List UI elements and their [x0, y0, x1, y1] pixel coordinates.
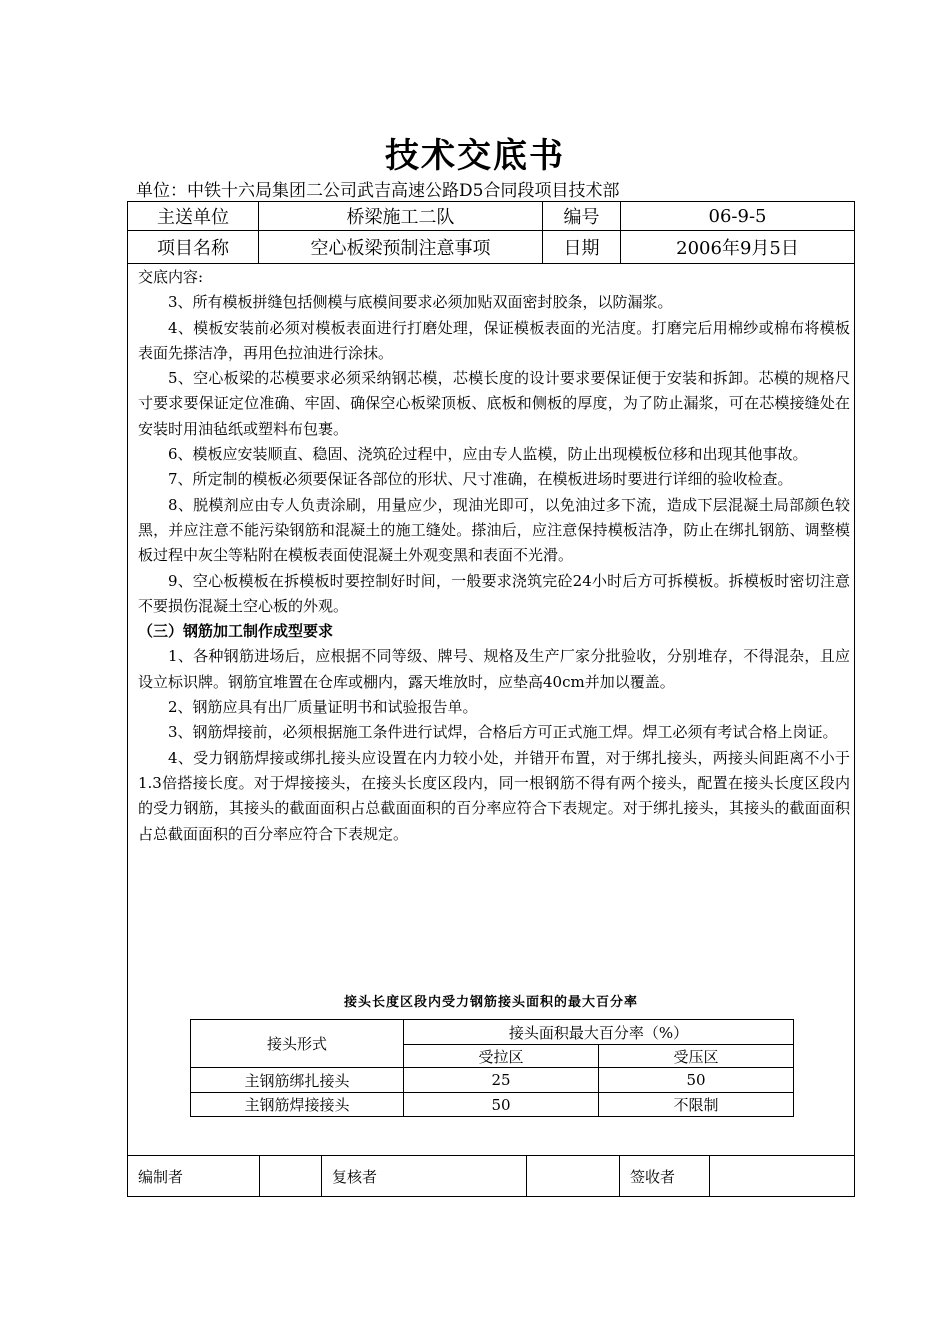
number-value: 06-9-5: [708, 205, 767, 227]
project-name-value: 空心板梁预制注意事项: [259, 231, 543, 263]
paragraph: 9、空心板模板在拆模板时要控制好时间，一般要求浇筑完砼24小时后方可拆模板。拆模板时密切注意不要损伤混凝土空心板的外观。: [138, 571, 850, 615]
paragraph: 2、钢筋应具有出厂质量证明书和试验报告单。: [168, 698, 478, 717]
recipient-label: 主送单位: [128, 202, 259, 230]
paragraph: 1、各种钢筋进场后，应根据不同等级、牌号、规格及生产厂家分批验收，分别堆存，不得混杂，且应设立标识牌。钢筋宜堆置在仓库或棚内，露天堆放时，应垫高40cm并加以覆盖。: [138, 647, 850, 691]
paragraph: 7、所定制的模板必须要保证各部位的形状、尺寸准确，在模板进场时要进行详细的验收检查。: [168, 470, 793, 489]
unit-line: 单位：中铁十六局集团二公司武吉高速公路D5合同段项目技术部: [136, 181, 620, 201]
table-caption: 接头长度区段内受力钢筋接头面积的最大百分率: [343, 995, 638, 1010]
sub-head-compression: 受压区: [599, 1045, 793, 1068]
paragraph: 4、模板安装前必须对模板表面进行打磨处理，保证模板表面的光洁度。打磨完后用棉纱或棉布将模板表面先搽洁净，再用色拉油进行涂抹。: [138, 318, 850, 362]
receiver-signature: [710, 1156, 854, 1197]
compiler-label: 编制者: [128, 1156, 260, 1197]
table-cell-tension: 50: [404, 1093, 599, 1116]
signature-row: [128, 1155, 854, 1197]
table-cell-tension: 25: [404, 1068, 599, 1093]
date-value: 2006年9月5日: [676, 238, 799, 259]
disclosure-content: [138, 265, 850, 847]
disclosure-form: [127, 201, 855, 1197]
paragraph: 8、脱模剂应由专人负责涂刷，用量应少，现油光即可，以免油过多下流，造成下层混凝土局部颜色较黑，并应注意不能污染钢筋和混凝土的施工缝处。搽油后，应注意保持模板洁净，防止在绑扎钢筋、调整模板过程中灰尘等粘附在模板表面使混凝土外观变黑和表面不光滑。: [138, 495, 850, 565]
paragraph: 6、模板应安装顺直、稳固、浇筑砼过程中，应由专人监模，防止出现模板位移和出现其他事故。: [168, 445, 808, 464]
section-heading: （三）钢筋加工制作成型要求: [138, 622, 334, 641]
header-row-1: [128, 202, 854, 231]
date-label: 日期: [543, 231, 621, 263]
table-cell-type: 主钢筋焊接接头: [191, 1093, 404, 1116]
reviewer-label: 复核者: [322, 1156, 527, 1197]
paragraph: 5、空心板梁的芯模要求必须采纳钢芯模，芯模长度的设计要求要保证便于安装和拆卸。芯模的规格尺寸要求要保证定位准确、牢固、确保空心板梁顶板、底板和侧板的厚度，为了防止漏浆，可在芯模接缝处在安装时用油毡纸或塑料布包裹。: [138, 369, 850, 438]
number-label: 编号: [543, 202, 621, 230]
reviewer-signature: [527, 1156, 620, 1197]
project-name-label: 项目名称: [128, 231, 259, 263]
content-intro: 交底内容:: [138, 268, 204, 286]
header-row-2: [128, 231, 854, 264]
document-title: 技术交底书: [385, 136, 565, 176]
compiler-signature: [260, 1156, 322, 1197]
receiver-label: 签收者: [620, 1156, 710, 1197]
sub-head-tension: 受拉区: [404, 1045, 599, 1068]
paragraph: 3、所有模板拼缝包括侧模与底模间要求必须加贴双面密封胶条，以防漏浆。: [168, 293, 673, 312]
col-head-joint-type: 接头形式: [191, 1020, 404, 1068]
paragraph: 3、钢筋焊接前，必须根据施工条件进行试焊，合格后方可正式施工焊。焊工必须有考试合格上岗证。: [168, 723, 838, 742]
group-head-percentage: 接头面积最大百分率（%）: [404, 1020, 793, 1045]
paragraph: 4、受力钢筋焊接或绑扎接头应设置在内力较小处，并错开布置，对于绑扎接头，两接头间距离不小于1.3倍搭接长度。对于焊接接头，在接头长度区段内，同一根钢筋不得有两个接头，配置在接头长度区段内的受力钢筋，其接头的截面面积占总截面面积的百分率应符合下表规定。对于绑扎接头，其接头的截面面积占总截面面积的百分率应符合下表规定。: [138, 748, 850, 843]
recipient-value: 桥梁施工二队: [259, 202, 543, 230]
table-cell-compression: 不限制: [673, 1096, 719, 1114]
table-cell-compression: 50: [599, 1068, 793, 1093]
table-cell-type: 主钢筋绑扎接头: [191, 1068, 404, 1093]
joint-percentage-table: [190, 1019, 794, 1117]
